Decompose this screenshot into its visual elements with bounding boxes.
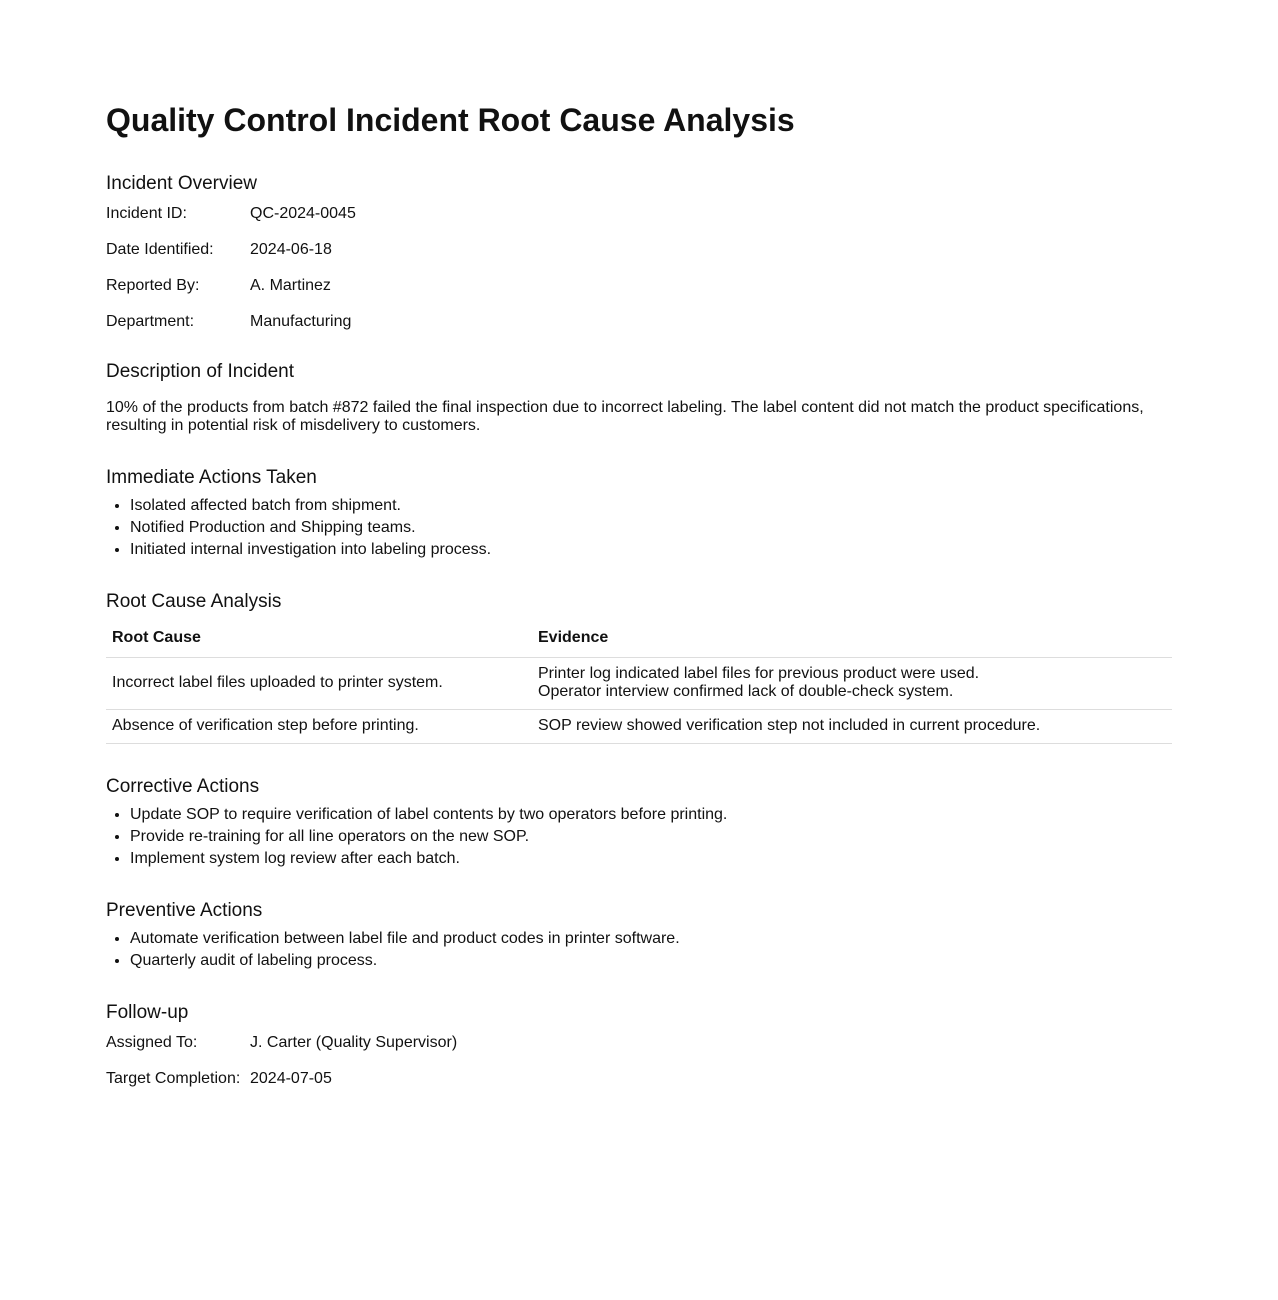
column-header-root-cause: Root Cause: [106, 623, 532, 658]
preventive-actions-list: [106, 928, 1172, 972]
field-row: [106, 1034, 1172, 1052]
section-heading: Preventive Actions: [106, 900, 263, 921]
field-value: 2024-06-18: [250, 241, 332, 258]
field-label: Assigned To:: [106, 1034, 198, 1051]
field-value: 2024-07-05: [250, 1070, 332, 1087]
field-label: Date Identified:: [106, 241, 214, 258]
list-item: • Isolated affected batch from shipment.: [130, 495, 1172, 517]
list-item: • Quarterly audit of labeling process.: [130, 950, 1172, 972]
immediate-actions-section: [106, 467, 1172, 561]
field-row: [106, 205, 1172, 223]
section-heading: Corrective Actions: [106, 776, 260, 797]
root-cause-table: [106, 623, 1172, 744]
table-row: [106, 710, 1172, 744]
field-value: J. Carter (Quality Supervisor): [250, 1034, 458, 1051]
description-section: [106, 361, 1172, 435]
table-header-row: [106, 623, 1172, 658]
list-item: • Initiated internal investigation into labeling process.: [130, 539, 1172, 561]
section-heading: Follow-up: [106, 1002, 189, 1023]
evidence-line: Operator interview confirmed lack of double-check system.: [538, 683, 954, 700]
evidence-cell: [532, 710, 1172, 744]
field-label: Department:: [106, 313, 195, 330]
section-heading: Description of Incident: [106, 361, 294, 382]
field-value: A. Martinez: [250, 277, 331, 294]
table-row: [106, 658, 1172, 710]
list-item: • Implement system log review after each batch.: [130, 848, 1172, 870]
evidence-cell: [532, 658, 1172, 710]
preventive-actions-section: [106, 900, 1172, 972]
field-row: [106, 1070, 1172, 1088]
root-cause-section: [106, 591, 1172, 744]
field-label: Reported By:: [106, 277, 200, 294]
field-value: QC-2024-0045: [250, 205, 356, 222]
page-title: Quality Control Incident Root Cause Analysis: [106, 102, 795, 138]
root-cause-cell: Absence of verification step before printing.: [106, 710, 532, 744]
evidence-line: SOP review showed verification step not included in current procedure.: [538, 717, 1041, 734]
section-heading: Immediate Actions Taken: [106, 467, 317, 488]
incident-overview-section: [106, 173, 1172, 331]
field-row: [106, 277, 1172, 295]
corrective-actions-list: [106, 804, 1172, 870]
column-header-evidence: Evidence: [532, 623, 1172, 658]
field-row: [106, 313, 1172, 331]
root-cause-cell: Incorrect label files uploaded to printer system.: [106, 658, 532, 710]
evidence-line: Printer log indicated label files for previous product were used.: [538, 665, 980, 682]
field-row: [106, 241, 1172, 259]
list-item: • Notified Production and Shipping teams.: [130, 517, 1172, 539]
corrective-actions-section: [106, 776, 1172, 870]
description-text: 10% of the products from batch #872 failed the final inspection due to incorrect labeling. The label content did not match the product specifications, resulting in potential risk of misdelivery to customers.: [106, 399, 1144, 434]
section-heading: Root Cause Analysis: [106, 591, 282, 612]
list-item: • Update SOP to require verification of label contents by two operators before printing.: [130, 804, 1172, 826]
follow-up-section: [106, 1002, 1172, 1088]
field-label: Target Completion:: [106, 1070, 241, 1087]
list-item: • Automate verification between label file and product codes in printer software.: [130, 928, 1172, 950]
immediate-actions-list: [106, 495, 1172, 561]
section-heading: Incident Overview: [106, 173, 258, 194]
list-item: • Provide re-training for all line operators on the new SOP.: [130, 826, 1172, 848]
field-label: Incident ID:: [106, 205, 187, 222]
field-value: Manufacturing: [250, 313, 352, 330]
